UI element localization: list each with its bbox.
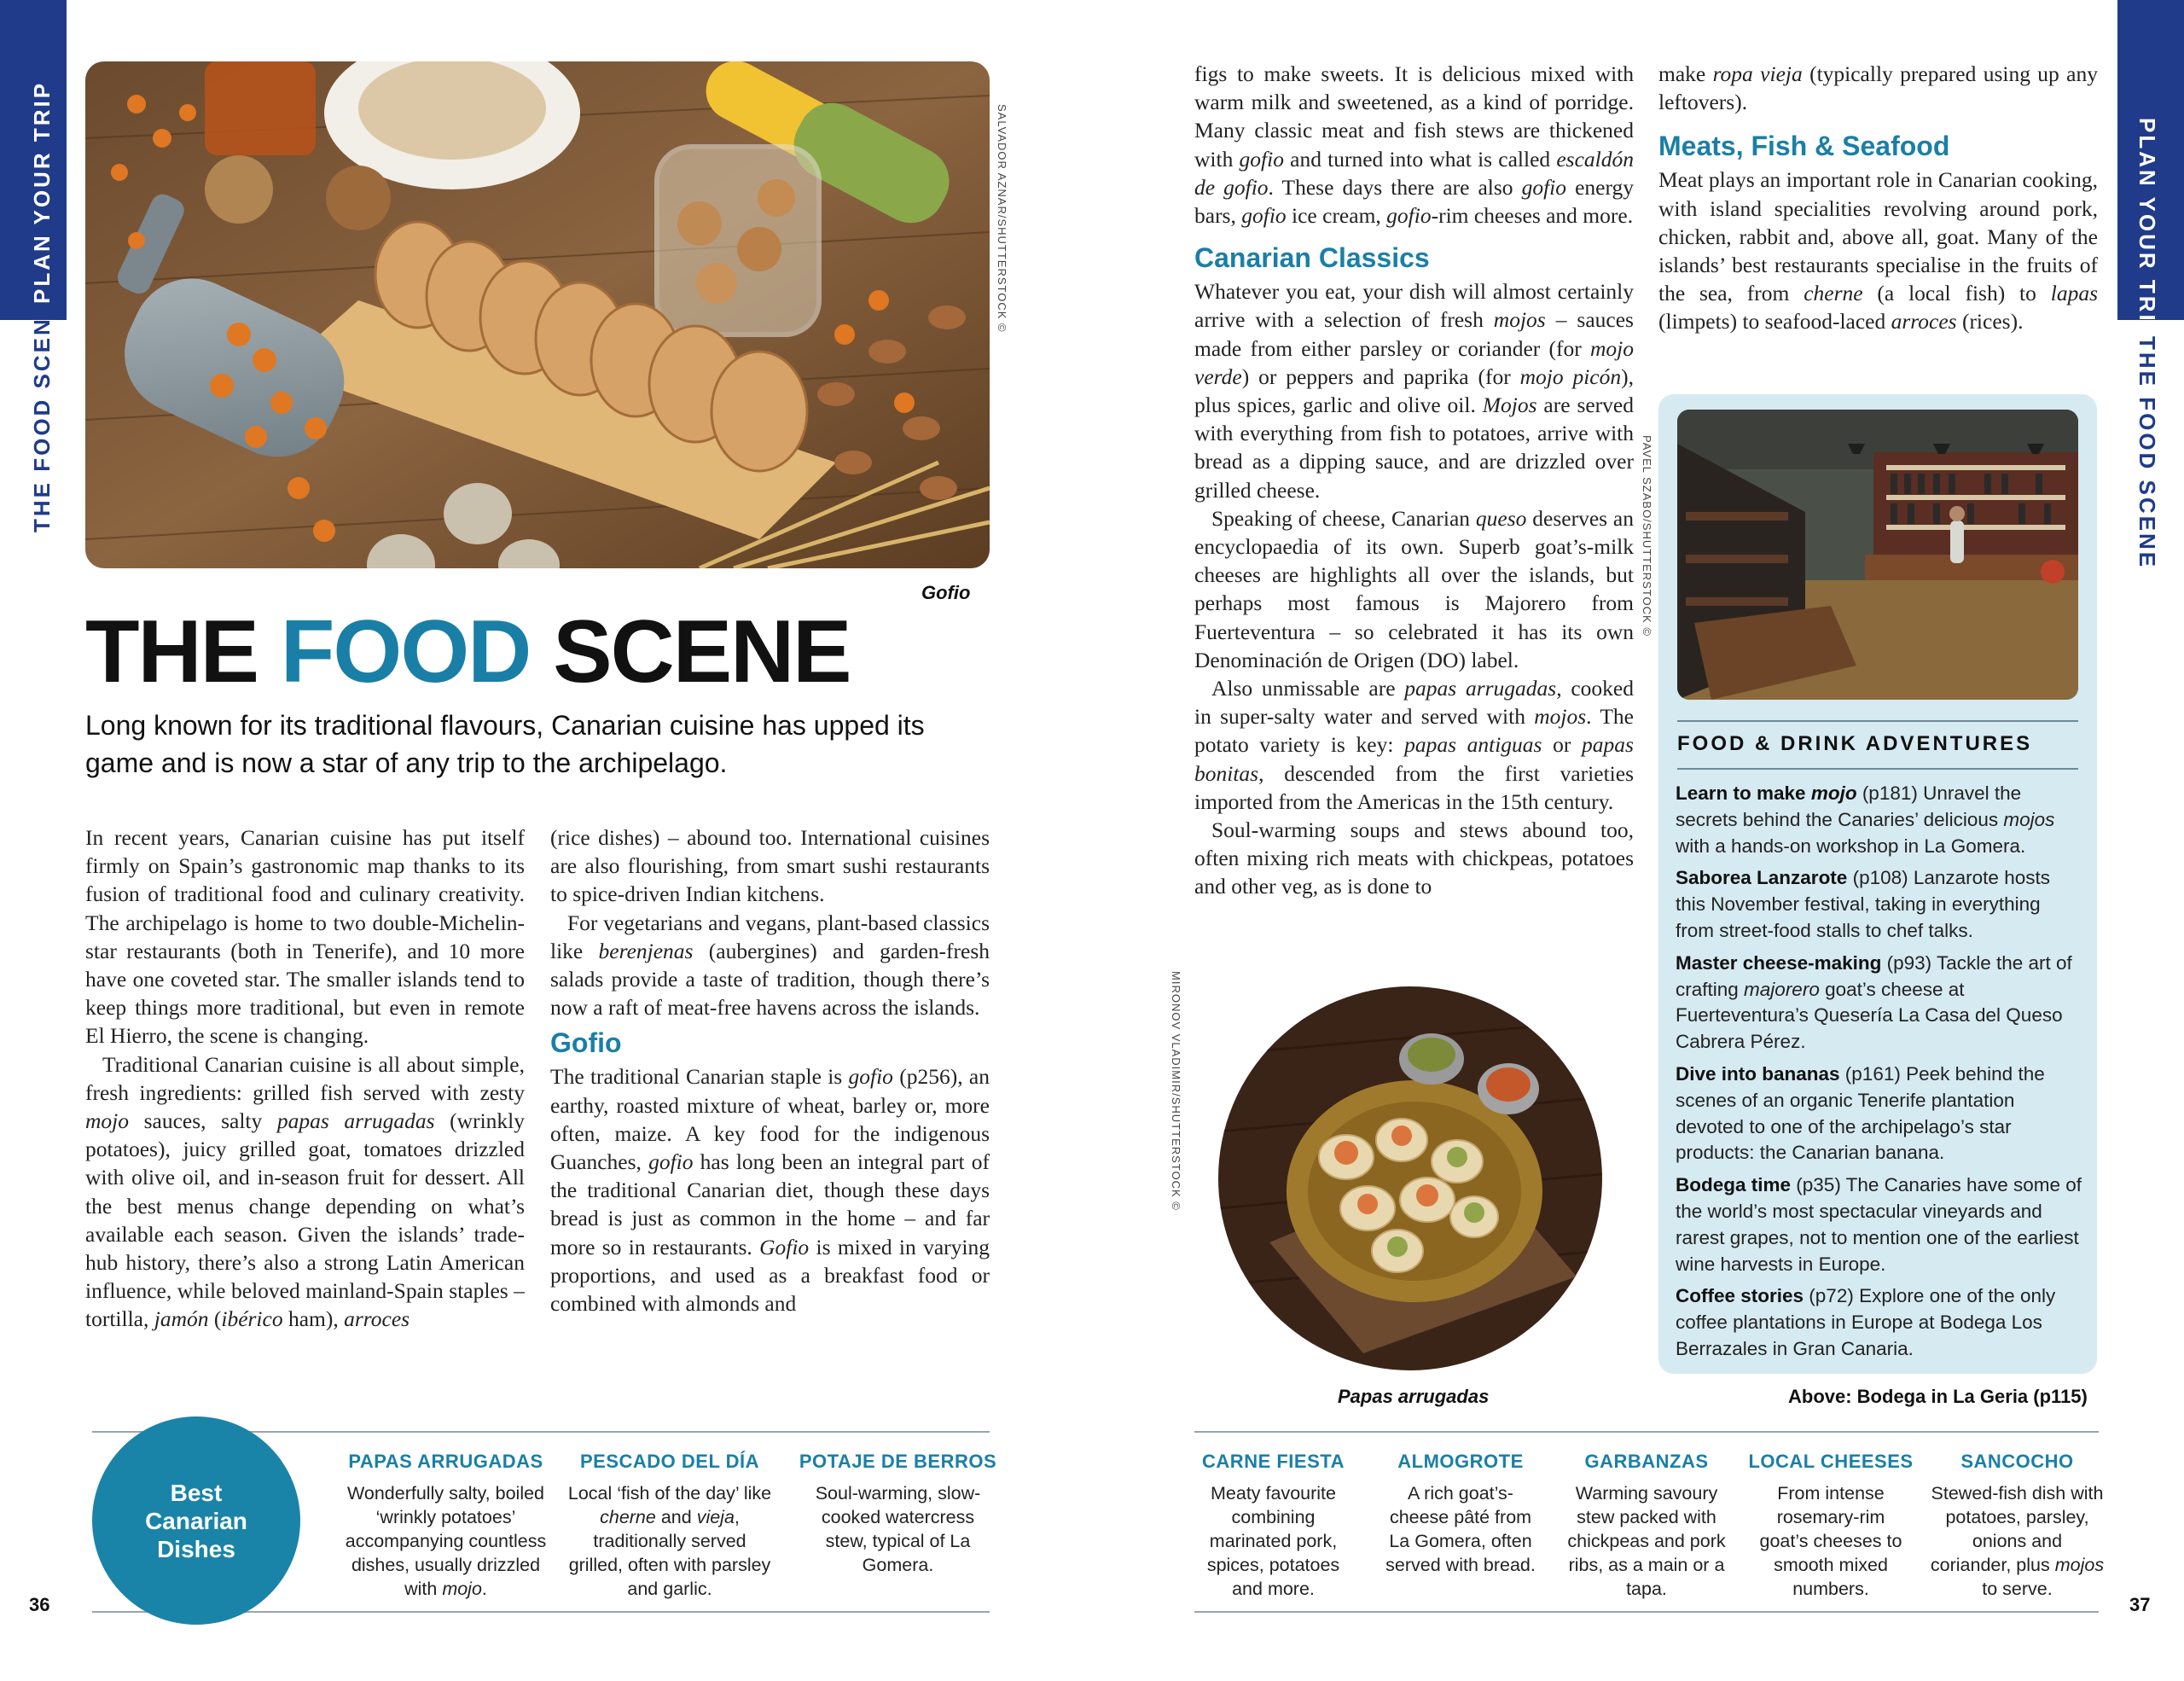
right-tab-plan-your-trip: PLAN YOUR TRIP	[2135, 118, 2160, 341]
dish-name: PESCADO DEL DÍA	[579, 1451, 759, 1472]
dish-almogrote	[1375, 1451, 1546, 1577]
paragraph: For vegetarians and vegans, plant-based classics like berenjenas (aubergines) and garden-fresh salads provide a taste of tradition, though there’s now a raft of meat-free havens across the islands.	[550, 910, 990, 1021]
sidebar-item: Saborea Lanzarote (p108) Lanzarote hosts this November festival, taking in everything from street-food stalls to chef talks.	[1676, 867, 2050, 941]
dish-garbanzas	[1561, 1451, 1732, 1601]
page-number-right: 37	[2129, 1594, 2151, 1615]
gofio-photo-credit: SALVADOR AZNAR/SHUTTERSTOCK ©	[996, 104, 1008, 333]
dish-name: ALMOGROTE	[1397, 1451, 1524, 1472]
dish-name: SANCOCHO	[1960, 1451, 2074, 1472]
dish-description: Local ‘fish of the day’ like cherne and vieja, traditionally served grilled, often with parsley and garlic.	[567, 1483, 772, 1599]
dish-pescado-del-dia	[567, 1451, 772, 1601]
papas-arrugadas-photo	[1218, 986, 1602, 1370]
sidebar-item: Learn to make mojo (p181) Unravel the secrets behind the Canaries’ delicious mojos with a hands-on workshop in La Gomera.	[1676, 782, 2055, 857]
sidebar-rule-bottom	[1677, 768, 2078, 770]
sidebar-title: FOOD & DRINK ADVENTURES	[1677, 732, 2033, 755]
sidebar-item: Dive into bananas (p161) Peek behind the scenes of an organic Tenerife plantation devoted to one of the archipelago’s star products: the Canarian banana.	[1676, 1062, 2045, 1164]
bodega-photo-credit: PAVEL SZABO/SHUTTERSTOCK ©	[1641, 435, 1653, 637]
page-title: THE FOOD SCENE	[85, 602, 851, 701]
paragraph: Speaking of cheese, Canarian queso deserves an encyclopaedia of its own. Superb goat’s-milk cheeses are highlights all over the islands, but perhaps most famous is Majorero from Fuerteventura – so celebrated it has its own Denominación de Origen (DO) label.	[1194, 505, 1634, 672]
dish-carne-fiesta	[1190, 1451, 1356, 1601]
paragraph: Also unmissable are papas arrugadas, cooked in super-salty water and served with mojos. The potato variety is key: papas antiguas or papas bonitas, descended from the first varieties imported from the Americas in the 15th century.	[1194, 676, 1634, 814]
best-dishes-badge: Best Canarian Dishes	[92, 1416, 300, 1625]
sidebar-item: Bodega time (p35) The Canaries have some of the world’s most spectacular vineyards and rarest grapes, not to mention one of the earliest wine harvests in Europe.	[1676, 1174, 2082, 1275]
heading-meats-fish-seafood: Meats, Fish & Seafood	[1658, 131, 1950, 162]
gofio-caption: Gofio	[921, 582, 971, 603]
left-tab-food-scene: THE FOOD SCENE	[29, 299, 55, 532]
sidebar-list	[1676, 781, 2083, 1369]
gofio-photo	[85, 61, 990, 568]
paragraph: In recent years, Canarian cuisine has put itself firmly on Spain’s gastronomic map thanks to its fusion of traditional food and culinary creativity. The archipelago is home to two double-Michelin-star restaurants (both in Tenerife), and 10 more have one coveted star. The smaller islands tend to keep things more traditional, but even in remote El Hierro, the scene is changing.	[85, 825, 525, 1049]
dish-description: Warming savoury stew packed with chickpeas and pork ribs, as a main or a tapa.	[1567, 1483, 1726, 1599]
page-number-left: 36	[29, 1594, 50, 1615]
paragraph: figs to make sweets. It is delicious mixed with warm milk and sweetened, as a kind of porridge. Many classic meat and fish stews are thickened with gofio and turned into what is called escaldón de gofio. These days there are also gofio energy bars, gofio ice cream, gofio-rim cheeses and more.	[1194, 61, 1634, 229]
paragraph: (rice dishes) – abound too. International cuisines are also flourishing, from smart sushi restaurants to spice-driven Indian kitchens.	[550, 825, 990, 907]
dish-name: CARNE FIESTA	[1202, 1451, 1345, 1472]
heading-canarian-classics: Canarian Classics	[1194, 242, 1430, 274]
bodega-caption: Above: Bodega in La Geria (p115)	[1788, 1386, 2088, 1407]
paragraph: Traditional Canarian cuisine is all about simple, fresh ingredients: grilled fish served with zesty mojo sauces, salty papas arrugadas (wrinkly potatoes), juicy grilled goat, tomatoes drizzled with olive oil, and in-season fruit for dessert. All the best menus change depending on what’s available each season. Given the islands’ trade-hub history, there’s also a strong Latin American influence, while beloved mainland-Spain staples – tortilla, jamón (ibérico ham), arroces	[85, 1051, 526, 1332]
sidebar-rule-top	[1677, 720, 2078, 722]
left-tab-plan-your-trip: PLAN YOUR TRIP	[29, 80, 55, 304]
dish-description: Meaty favourite combining marinated pork, spices, potatoes and more.	[1206, 1483, 1340, 1599]
dish-name: PAPAS ARRUGADAS	[348, 1451, 543, 1472]
paragraph: make ropa vieja (typically prepared using up any leftovers).	[1658, 61, 2098, 115]
dishes-rule-top-right	[1194, 1431, 2099, 1433]
dish-description: A rich goat’s-cheese pâté from La Gomera, often served with bread.	[1385, 1483, 1536, 1575]
intro-text: Long known for its traditional flavours, Canarian cuisine has upped its game and is now a star of any trip to the archipelago.	[85, 710, 925, 778]
body-column-3	[1194, 60, 1634, 901]
paragraph: Whatever you eat, your dish will almost certainly arrive with a selection of fresh mojos – sauces made from either parsley or coriander (for mojo verde) or peppers and paprika (for mojo picón), plus spices, garlic and olive oil. Mojos are served with everything from fish to potatoes, arrive with bread as a dipping sauce, and are drizzled over grilled cheese.	[1194, 279, 1634, 503]
dishes-rule-bottom-right	[1194, 1611, 2099, 1613]
right-tab-food-scene: THE FOOD SCENE	[2135, 336, 2160, 570]
body-column-4	[1658, 60, 2098, 336]
dish-description: Wonderfully salty, boiled ‘wrinkly potatoes’ accompanying countless dishes, usually drizzled with mojo.	[345, 1483, 547, 1599]
dish-sancocho	[1930, 1451, 2105, 1601]
sidebar-item: Coffee stories (p72) Explore one of the only coffee plantations in Europe at Bodega Los Berrazales in Gran Canaria.	[1676, 1285, 2056, 1359]
dish-description: Soul-warming, slow-cooked watercress stew, typical of La Gomera.	[815, 1483, 981, 1575]
sidebar-item: Master cheese-making (p93) Tackle the art of crafting majorero goat’s cheese at Fuerteventura’s Quesería La Casa del Queso Cabrera Pérez.	[1676, 951, 2072, 1053]
heading-gofio: Gofio	[550, 1027, 622, 1059]
body-column-2	[550, 823, 990, 1317]
papas-caption: Papas arrugadas	[1338, 1386, 1490, 1407]
dish-name: LOCAL CHEESES	[1748, 1451, 1914, 1472]
dish-description: Stewed-fish dish with potatoes, parsley, onions and coriander, plus mojos to serve.	[1930, 1483, 2105, 1599]
dish-description: From intense rosemary-rim goat’s cheeses to smooth mixed numbers.	[1759, 1483, 1902, 1599]
paragraph: The traditional Canarian staple is gofio (p256), an earthy, roasted mixture of wheat, barley or, more often, maize. A key food for the indigenous Guanches, gofio has long been an integral part of the traditional Canarian diet, though these days bread is just as common in the home – and far more so in restaurants. Gofio is mixed in varying proportions, and used as a breakfast food or combined with almonds and	[550, 1064, 990, 1317]
dish-local-cheeses	[1745, 1451, 1916, 1601]
body-column-1	[85, 823, 525, 1334]
papas-photo-credit: MIRONOV VLADIMIR/SHUTTERSTOCK ©	[1170, 971, 1182, 1211]
bodega-photo	[1677, 410, 2078, 700]
dish-name: GARBANZAS	[1584, 1451, 1709, 1472]
dish-potaje-de-berros	[793, 1451, 1002, 1577]
dish-name: POTAJE DE BERROS	[799, 1451, 997, 1472]
dish-papas-arrugadas	[337, 1451, 555, 1601]
paragraph: Soul-warming soups and stews abound too, often mixing rich meats with chickpeas, potatoes and other veg, as is done to	[1194, 817, 1634, 899]
paragraph: Meat plays an important role in Canarian cooking, with island specialities revolving around pork, chicken, rabbit and, above all, goat. Many of the islands’ best restaurants specialise in the fruits of the sea, from cherne (a local fish) to lapas (limpets) to seafood-laced arroces (rices).	[1658, 167, 2098, 334]
